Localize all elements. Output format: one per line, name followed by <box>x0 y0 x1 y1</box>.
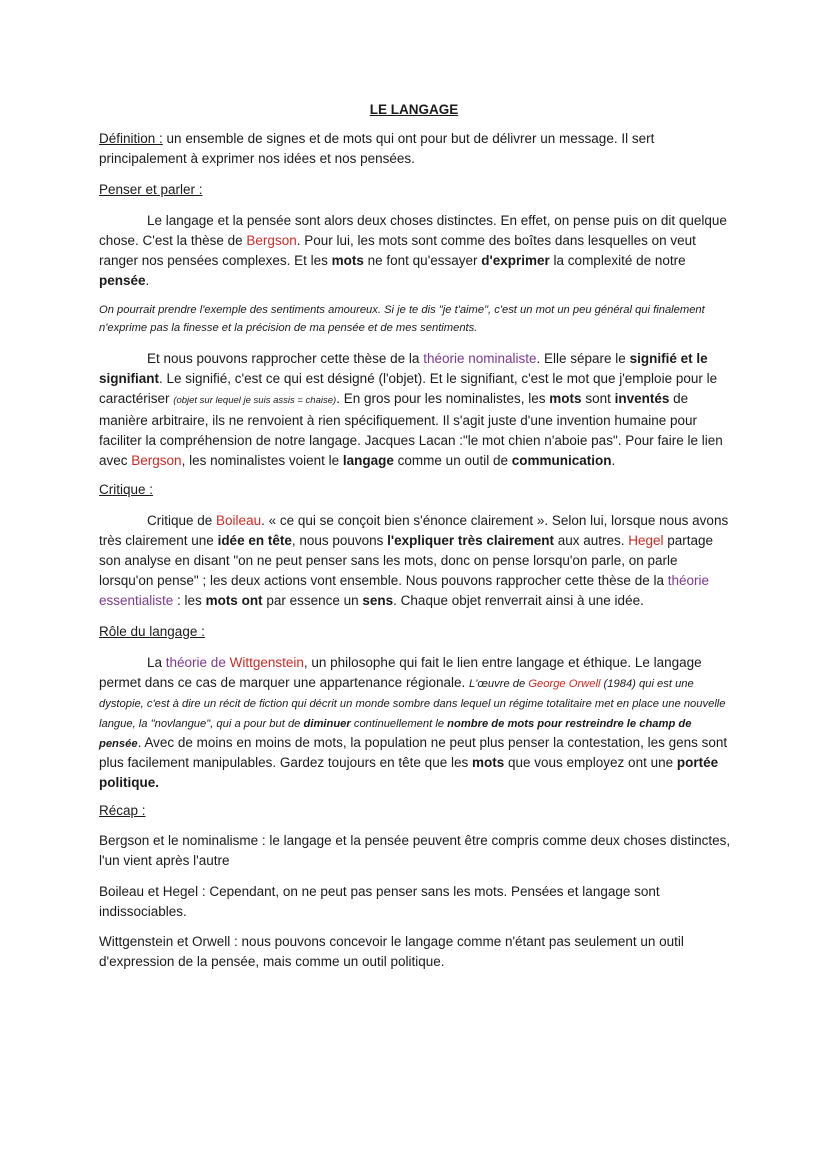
italic-run: continuellement le <box>350 718 448 730</box>
name-bergson: Bergson <box>246 233 297 248</box>
text-run: . <box>145 273 150 288</box>
bold-term: signifié et le signifiant <box>99 351 708 386</box>
text-run: la complexité de notre <box>549 253 686 268</box>
note-example: On pourrait prendre l'exemple des sentiments amoureux. Si je te dis "je t'aime", c'est un mot un peu général qui finalement n'exprime pas la finesse et la précision de ma pensée et de mes sentiments. <box>99 304 705 334</box>
theory-nominaliste: théorie nominaliste <box>423 351 537 366</box>
text-run: , un philosophe qui fait le lien entre langage et éthique. Le langage permet dans ce cas de marquer une appartenance régionale. <box>99 655 702 690</box>
text-run: par essence un <box>262 593 363 608</box>
bold-term: langage <box>342 453 394 468</box>
bold-term: sens <box>362 593 394 608</box>
text-run: . Elle sépare le <box>536 351 630 366</box>
text-run: Et nous pouvons rapprocher cette thèse de la <box>147 351 424 366</box>
page-title: LE LANGAGE <box>369 102 459 117</box>
bold-term: inventés <box>614 391 670 406</box>
paragraph-nominaliste <box>99 349 731 471</box>
italic-run: (1984) qui est une dystopie, c'est à dire un récit de fiction qui décrit un monde sombre dans lequel un régime totalitaire met en place une nouvelle langue, la "novlangue", qui a pour but de <box>99 678 726 730</box>
section-heading-critique: Critique : <box>99 482 154 497</box>
text-run: . En gros pour les nominalistes, les <box>336 391 550 406</box>
bold-term: pensée <box>99 273 146 288</box>
text-run: partage son analyse en disant "on ne peut penser sans les mots, donc on pense lorsqu'on parle, on parle lorsqu'on pense" ; les deux actions vont ensemble. Nous pouvons rapprocher cette thèse de la <box>99 533 714 588</box>
definition-label: Définition : <box>99 131 163 146</box>
name-orwell: George Orwell <box>528 678 601 690</box>
text-run: . <box>611 453 616 468</box>
bold-term: l'expliquer très clairement <box>387 533 554 548</box>
name-wittgenstein: Wittgenstein <box>229 655 304 670</box>
definition-text: un ensemble de signes et de mots qui ont pour but de délivrer un message. Il sert principalement à exprimer nos idées et nos pensées. <box>99 131 655 166</box>
italic-run: L'œuvre de <box>468 678 529 690</box>
text-run: : les <box>173 593 206 608</box>
paragraph-penser <box>99 211 731 291</box>
text-run: . « ce qui se conçoit bien s'énonce clairement ». Selon lui, lorsque nous avons très clairement une <box>99 513 729 548</box>
bold-term: portée politique. <box>99 755 719 790</box>
text-run: Le langage et la pensée sont alors deux choses distinctes. En effet, on pense puis on dit quelque chose. C'est la thèse de <box>99 213 727 248</box>
bold-term: mots <box>331 253 364 268</box>
section-heading-role: Rôle du langage : <box>99 624 205 639</box>
bold-term: nombre de mots pour restreindre le champ de pensée <box>99 718 692 750</box>
small-aside: (objet sur lequel je suis assis = chaise) <box>173 395 337 406</box>
text-run: , nous pouvons <box>291 533 388 548</box>
section-heading-penser: Penser et parler : <box>99 182 203 197</box>
text-run: La <box>147 655 166 670</box>
text-run: . Pour lui, les mots sont comme des boîtes dans lesquelles on veut ranger nos pensées complexes. Et les <box>99 233 696 268</box>
definition-paragraph <box>99 129 731 169</box>
recap-item: Bergson et le nominalisme : le langage et la pensée peuvent être compris comme deux choses distinctes, l'un vient après l'autre <box>99 833 731 868</box>
text-run: aux autres. <box>553 533 629 548</box>
name-boileau: Boileau <box>216 513 262 528</box>
theory-essentialiste: théorie essentialiste <box>99 573 709 608</box>
recap-item: Wittgenstein et Orwell : nous pouvons concevoir le langage comme n'étant pas seulement un outil d'expression de la pensée, mais comme un outil politique. <box>99 934 684 969</box>
paragraph-critique <box>99 511 731 611</box>
text-run: ne font qu'essayer <box>363 253 482 268</box>
text-run: de manière arbitraire, ils ne renvoient à rien spécifiquement. Il s'agit juste d'une invention humaine pour faciliter la compréhension de notre langage. Jacques Lacan :"le mot chien n'aboie pas". Pour faire le lien avec <box>99 391 723 468</box>
bold-term: d'exprimer <box>481 253 550 268</box>
bold-term: diminuer <box>303 718 351 730</box>
text-run: . Le signifié, c'est ce qui est désigné (l'objet). Et le signifiant, c'est le mot que j'emploie pour le caractériser <box>99 371 718 406</box>
name-hegel: Hegel <box>628 533 664 548</box>
bold-term: communication <box>511 453 612 468</box>
text-run: que vous employez ont une <box>504 755 677 770</box>
theory-wittgenstein: théorie de <box>165 655 230 670</box>
bold-term: mots <box>471 755 505 770</box>
section-heading-recap: Récap : <box>99 803 146 818</box>
text-run: , les nominalistes voient le <box>181 453 343 468</box>
bold-term: mots ont <box>205 593 263 608</box>
name-bergson: Bergson <box>131 453 182 468</box>
recap-item: Boileau et Hegel : Cependant, on ne peut pas penser sans les mots. Pensées et langage sont indissociables. <box>99 884 660 919</box>
text-run: Critique de <box>147 513 217 528</box>
text-run: sont <box>581 391 615 406</box>
paragraph-role <box>99 653 731 793</box>
text-run: . Chaque objet renverrait ainsi à une idée. <box>393 593 644 608</box>
text-run: comme un outil de <box>393 453 512 468</box>
text-run: . Avec de moins en moins de mots, la population ne peut plus penser la contestation, les gens sont plus facilement manipulables. Gardez toujours en tête que les <box>99 735 728 770</box>
bold-term: idée en tête <box>217 533 292 548</box>
bold-term: mots <box>549 391 582 406</box>
